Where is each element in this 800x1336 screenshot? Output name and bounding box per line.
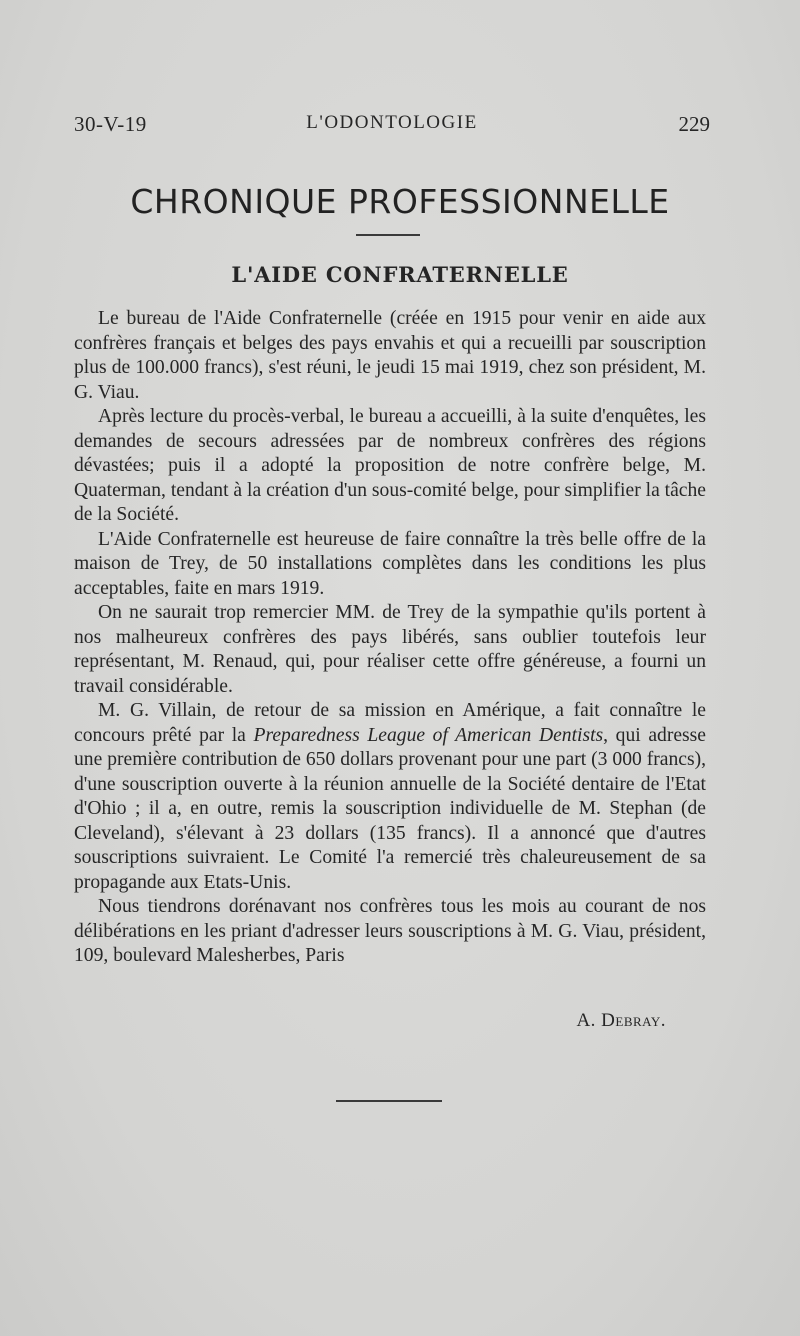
paragraph: L'Aide Confraternelle est heureuse de faire connaître la très belle offre de la maison de Trey, de 50 installations complètes dans les conditions les plus acceptables, faite en mars 1919. <box>74 528 706 599</box>
journal-name: L'ODONTOLOGIE <box>306 112 478 133</box>
running-head <box>74 112 710 142</box>
article-body <box>74 307 706 969</box>
issue-date: 30-V-19 <box>74 112 147 136</box>
article-title: L'AIDE CONFRATERNELLE <box>231 262 569 287</box>
paragraph-text: , qui adresse une première contribution de 650 dollars provenant pour une part (3 000 francs), d'une souscription ouverte à la réunion annuelle de la Société dentaire de l'Etat d'Ohio ; il a, en outre, remis la souscription individuelle de M. Stephan (de Cleveland), s'élevant à 23 dollars (135 francs). Il a annoncé que d'autres souscriptions suivraient. Le Comité l'a remercié très chaleureusement de sa propagande aux Etats-Unis. <box>74 724 706 893</box>
organization-name: Preparedness League of American Dentists <box>253 724 604 746</box>
paragraph: Nous tiendrons dorénavant nos confrères tous les mois au courant de nos délibérations en les priant d'adresser leurs souscriptions à M. G. Viau, président, 109, boulevard Malesherbes, Paris <box>74 896 706 966</box>
author-signature: A. Debray. <box>576 1010 666 1031</box>
end-rule <box>336 1100 442 1102</box>
paragraph: Après lecture du procès-verbal, le bureau a accueilli, à la suite d'enquêtes, les demandes de secours adressées par de nombreux confrères des régions dévastées; puis il a adopté la proposition de notre confrère belge, M. Quaterman, tendant à la création d'un sous-comité belge, pour simplifier la tâche de la Société. <box>74 406 706 525</box>
paragraph: On ne saurait trop remercier MM. de Trey de la sympathie qu'ils portent à nos malheureux confrères des pays libérés, sans oublier toutefois leur représentant, M. Renaud, qui, pour réaliser cette offre généreuse, a fourni un travail considérable. <box>74 602 706 697</box>
section-title: CHRONIQUE PROFESSIONNELLE <box>130 182 670 221</box>
paragraph-text: M. G. Villain, de retour de sa mission en Amérique, a fait connaître le concours prêté par la <box>74 700 706 746</box>
paragraph <box>74 699 706 895</box>
paragraph: Le bureau de l'Aide Confraternelle (créée en 1915 pour venir en aide aux confrères français et belges des pays envahis et qui a recueilli par souscription plus de 100.000 francs), s'est réuni, le jeudi 15 mai 1919, chez son président, M. G. Viau. <box>74 308 706 403</box>
title-rule <box>356 234 420 236</box>
page-number: 229 <box>678 112 710 136</box>
